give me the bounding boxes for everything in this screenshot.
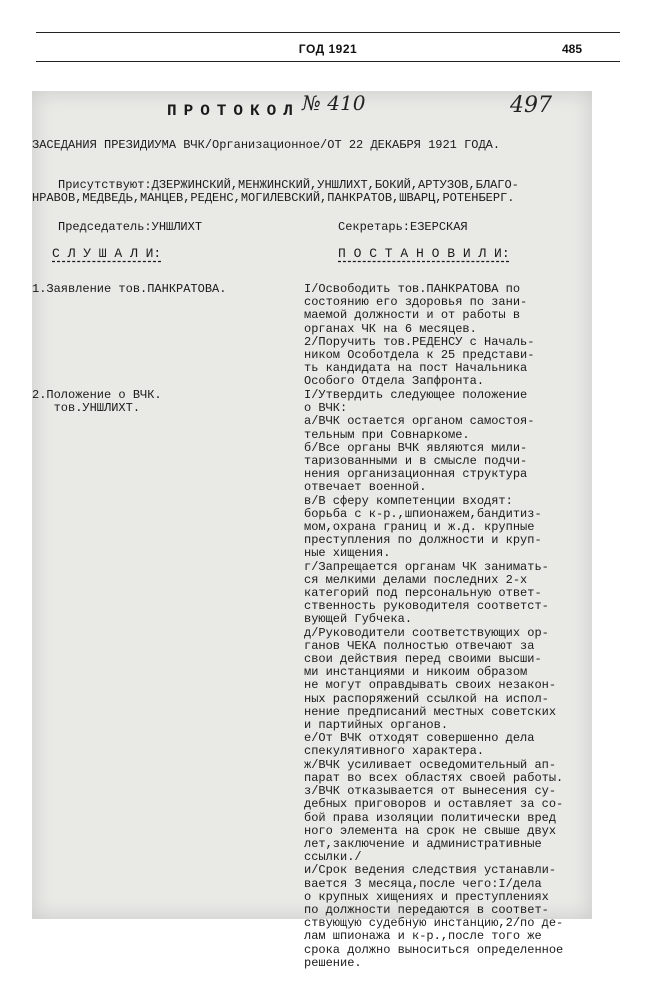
resolved-line: ми инстанциями и никоим образом (304, 665, 528, 680)
protocol-subtitle: ЗАСЕДАНИЯ ПРЕЗИДИУМА ВЧК/Организационное/ОТ 22 ДЕКАБРЯ 1921 ГОДА. (32, 138, 501, 152)
attendees-line: Присутствуют:ДЗЕРЖИНСКИЙ,МЕНЖИНСКИЙ,УНШЛИХТ,БОКИЙ,АРТУЗОВ,БЛАГО- (58, 178, 519, 192)
resolved-heading: П О С Т А Н О В И Л И: (338, 246, 510, 261)
resolved-line: 2/Поручить тов.РЕДЕНСУ с Началь- (304, 334, 535, 349)
resolved-line: лет,заключение и административные (304, 836, 542, 851)
resolved-line: мом,охрана границ и ж.д. крупные (304, 520, 535, 535)
resolved-line: I/Освободить тов.ПАНКРАТОВА по (304, 282, 521, 296)
resolved-line: вующей Губчека. (304, 612, 413, 627)
resolved-line: д/Руководители соответствующих ор- (304, 625, 549, 640)
resolved-line: тельным при Совнаркоме. (304, 427, 470, 442)
resolved-line: борьба с к-р.,шпионажем,бандитиз- (304, 506, 542, 521)
resolved-line: ганов ЧЕКА полностью отвечают за (304, 638, 535, 653)
resolved-line: решение. (304, 955, 362, 970)
heard-line: 2.Положение о ВЧК. (32, 388, 162, 402)
resolved-line: и партийных органов. (304, 718, 449, 733)
secretary: Секретарь:ЕЗЕРСКАЯ (338, 220, 468, 234)
resolved-line: и/Срок ведения следствия устанавли- (304, 863, 557, 878)
resolved-line: о крупных хищениях и преступлениях (304, 889, 549, 904)
resolved-item-1 (304, 283, 534, 389)
resolved-line: не могут оправдывать своих незакон- (304, 678, 557, 693)
resolved-line: ствующую судебную инстанцию,2/по де- (304, 916, 564, 931)
resolved-line: вается 3 месяца,после чего:I/дела (304, 876, 542, 891)
resolved-line: категорий под персональную ответ- (304, 586, 542, 601)
attendees (32, 179, 519, 205)
resolved-line: по должности передаются в соответ- (304, 902, 549, 917)
document-scan (32, 91, 592, 970)
protocol-number: № 410 (302, 91, 366, 115)
resolved-line: дебных приговоров и оставляет за со- (304, 797, 564, 812)
resolved-line: ж/ВЧК усиливает осведомительный ап- (304, 757, 557, 772)
resolved-line: состоянию его здоровья по зани- (304, 295, 528, 310)
heard-item-2 (32, 389, 162, 415)
resolved-line: нение предписаний местных советских (304, 704, 557, 719)
resolved-line: а/ВЧК остается органом самостоя- (304, 414, 535, 429)
resolved-line: спекулятивного характера. (304, 744, 485, 759)
resolved-line: отвечает военной. (304, 480, 427, 495)
resolved-line: з/ВЧК отказывается от вынесения су- (304, 784, 557, 799)
resolved-item-2 (304, 389, 563, 970)
resolved-line: парат во всех областях своей работы. (304, 770, 564, 785)
handwritten-number: 497 (510, 93, 552, 118)
resolved-line: свои действия перед своими высши- (304, 652, 542, 667)
header-rule-top (36, 32, 620, 33)
resolved-line: преступления по должности и круп- (304, 533, 542, 548)
resolved-line: ные хищения. (304, 546, 391, 561)
resolved-line: бой права изоляции политически вред (304, 810, 557, 825)
chairman: Председатель:УНШЛИХТ (58, 220, 203, 234)
protocol-title: ПРОТОКОЛ (167, 102, 300, 120)
attendees-line: НРАВОВ,МЕДВЕДЬ,МАНЦЕВ,РЕДЕНС,МОГИЛЕВСКИЙ,ПАНКРАТОВ,ШВАРЦ,РОТЕНБЕРГ. (32, 191, 515, 206)
resolved-line: маемой должности и от работы в (304, 308, 521, 323)
resolved-line: о ВЧК: (304, 401, 348, 416)
resolved-line: органах ЧК на 6 месяцев. (304, 321, 477, 336)
heard-line: тов.УНШЛИХТ. (32, 401, 141, 416)
page-number: 485 (561, 42, 582, 56)
heard-line: 1.Заявление тов.ПАНКРАТОВА. (32, 282, 227, 296)
resolved-line: Особого Отдела Запфронта. (304, 374, 485, 389)
resolved-line: ного элемента на срок не свыше двух (304, 823, 557, 838)
resolved-line: ственность руководителя соответст- (304, 599, 549, 614)
resolved-line: срока должно выноситься определенное (304, 942, 564, 957)
resolved-line: I/Утвердить следующее положение (304, 388, 528, 402)
resolved-line: б/Все органы ВЧК являются мили- (304, 440, 528, 455)
resolved-line: ных распоряжений ссылкой на испол- (304, 691, 549, 706)
resolved-line: таризованными и в смысле подчи- (304, 454, 528, 469)
resolved-line: ся мелкими делами последних 2-х (304, 572, 528, 587)
resolved-line: е/От ВЧК отходят совершенно дела (304, 731, 535, 746)
heard-item-1 (32, 283, 226, 296)
resolved-line: в/В сферу компетенции входят: (304, 493, 513, 508)
resolved-line: ником Особотдела к 25 представи- (304, 348, 535, 363)
running-header-title: ГОД 1921 (298, 42, 358, 56)
resolved-line: лам шпионажа и к-р.,после того же (304, 929, 542, 944)
resolved-line: г/Запрещается органам ЧК занимать- (304, 559, 549, 574)
resolved-line: ть кандидата на пост Начальника (304, 361, 528, 376)
resolved-line: ссылки./ (304, 850, 362, 865)
heard-heading: С Л У Ш А Л И: (52, 246, 162, 261)
resolved-line: нения организационная структура (304, 467, 528, 482)
header-rule-bottom (36, 61, 620, 62)
